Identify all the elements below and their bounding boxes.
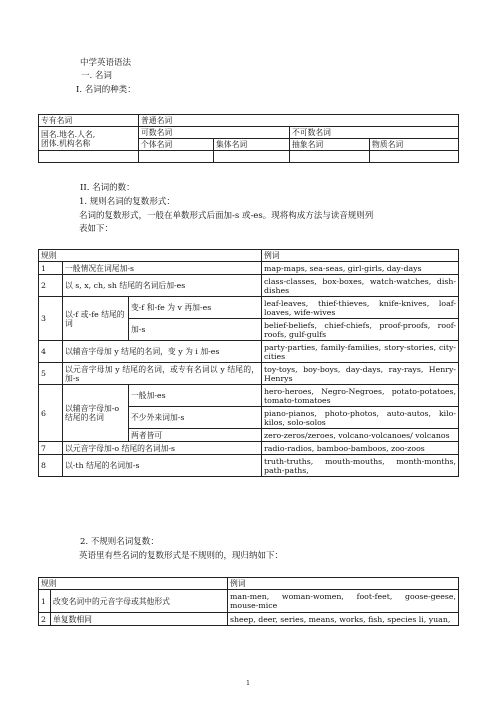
rule-example: zero-zeros/zeroes, volcano-volcanoes/ volcanos [262, 429, 459, 442]
subheading-irregular-plural: 2. 不规则名词复数： [80, 537, 159, 547]
paragraph-line: 英语里有些名词的复数形式是不规则的，现归纳如下： [79, 551, 284, 561]
header-rule: 规则 [39, 578, 228, 590]
rule-text: 以元音字母加 y 结尾的名词，或专有名词以 y 结尾的，加-s [63, 363, 262, 385]
rule-text: 改变名词中的元音字母或其他形式 [51, 590, 228, 613]
rule-number: 4 [39, 341, 63, 363]
rule-text: 以-f 或-fe 结尾的词 [63, 297, 129, 341]
rule-example: man-men, woman-women, foot-feet, goose-geese, mouse-mice [228, 590, 459, 613]
rule-example: hero-heroes, Negro-Negroes, potato-potatoes, tomato-tomatoes [262, 385, 459, 407]
rule-number: 1 [39, 590, 51, 613]
irregular-plural-table [38, 577, 459, 626]
rule-example: belief-beliefs, chief-chiefs, proof-proofs, roof-roofs, gulf-gulfs [262, 319, 459, 341]
rule-example: sheep, deer, series, means, works, fish, species li, yuan, [228, 613, 459, 626]
document-title: 中学英语语法 [80, 58, 132, 68]
section-heading-noun: 一. 名词 [81, 71, 112, 81]
uncountable-noun-cell: 不可数名词 [290, 127, 459, 139]
rule-number: 1 [39, 262, 63, 275]
abstract-noun-cell: 抽象名词 [290, 139, 370, 151]
regular-plural-table [38, 249, 459, 477]
common-noun-cell: 普通名词 [139, 115, 459, 127]
subheading-noun-kinds: I. 名词的种类： [76, 85, 136, 95]
rule-number: 7 [39, 442, 63, 455]
proper-noun-examples-cell: 国名.地名.人名, 团体.机构名称 [39, 127, 139, 151]
header-example: 例词 [228, 578, 459, 590]
rule-number: 5 [39, 363, 63, 385]
rule-text: 一般情况在词尾加-s [63, 262, 262, 275]
paragraph-line: 表如下： [79, 224, 114, 234]
rule-text: 以-th 结尾的名词加-s [63, 455, 262, 477]
rule-text: 以辅音字母加-o 结尾的名词 [63, 385, 129, 442]
rule-number: 3 [39, 297, 63, 341]
rule-example: leaf-leaves, thief-thieves, knife-knives, loaf-loaves, wife-wives [262, 297, 459, 319]
empty-cell [39, 151, 139, 163]
sub-rule-text: 变-f 和-fe 为 v 再加-es [129, 297, 262, 319]
empty-cell [290, 151, 370, 163]
rule-number: 2 [39, 613, 51, 626]
collective-noun-cell: 集体名词 [214, 139, 290, 151]
sub-rule-text: 两者皆可 [129, 429, 262, 442]
proper-noun-cell: 专有名词 [39, 115, 139, 127]
rule-text: 以 s, x, ch, sh 结尾的名词后加-es [63, 275, 262, 297]
sub-rule-text: 一般加-es [129, 385, 262, 407]
countable-noun-cell: 可数名词 [139, 127, 290, 139]
subheading-regular-plural: 1. 规则名词的复数形式： [79, 197, 175, 207]
rule-example: truth-truths, mouth-mouths, month-months, path-paths, [262, 455, 459, 477]
subheading-noun-number: II. 名词的数： [80, 183, 135, 193]
sub-rule-text: 不少外来词加-s [129, 407, 262, 429]
page-number: 1 [246, 680, 250, 687]
rule-example: party-parties, family-families, story-stories, city-cities [262, 341, 459, 363]
header-rule: 规则 [39, 250, 262, 262]
rule-example: class-classes, box-boxes, watch-watches, dish-dishes [262, 275, 459, 297]
empty-cell [214, 151, 290, 163]
rule-text: 单复数相同 [51, 613, 228, 626]
header-example: 例词 [262, 250, 459, 262]
rule-example: radio-radios, bamboo-bamboos, zoo-zoos [262, 442, 459, 455]
rule-example: toy-toys, boy-boys, day-days, ray-rays, Henry-Henrys [262, 363, 459, 385]
rule-text: 以辅音字母加 y 结尾的名词，变 y 为 i 加-es [63, 341, 262, 363]
individual-noun-cell: 个体名词 [139, 139, 214, 151]
empty-cell [370, 151, 459, 163]
rule-number: 6 [39, 385, 63, 442]
rule-example: map-maps, sea-seas, girl-girls, day-days [262, 262, 459, 275]
rule-number: 8 [39, 455, 63, 477]
rule-number: 2 [39, 275, 63, 297]
sub-rule-text: 加-s [129, 319, 262, 341]
material-noun-cell: 物质名词 [370, 139, 459, 151]
empty-cell [139, 151, 214, 163]
paragraph-line: 名词的复数形式，一般在单数形式后面加-s 或-es。现将构成方法与读音规则列 [79, 211, 374, 221]
rule-text: 以元音字母加-o 结尾的名词加-s [63, 442, 262, 455]
rule-example: piano-pianos, photo-photos, auto-autos, kilo-kilos, solo-solos [262, 407, 459, 429]
noun-kinds-table [38, 114, 459, 163]
